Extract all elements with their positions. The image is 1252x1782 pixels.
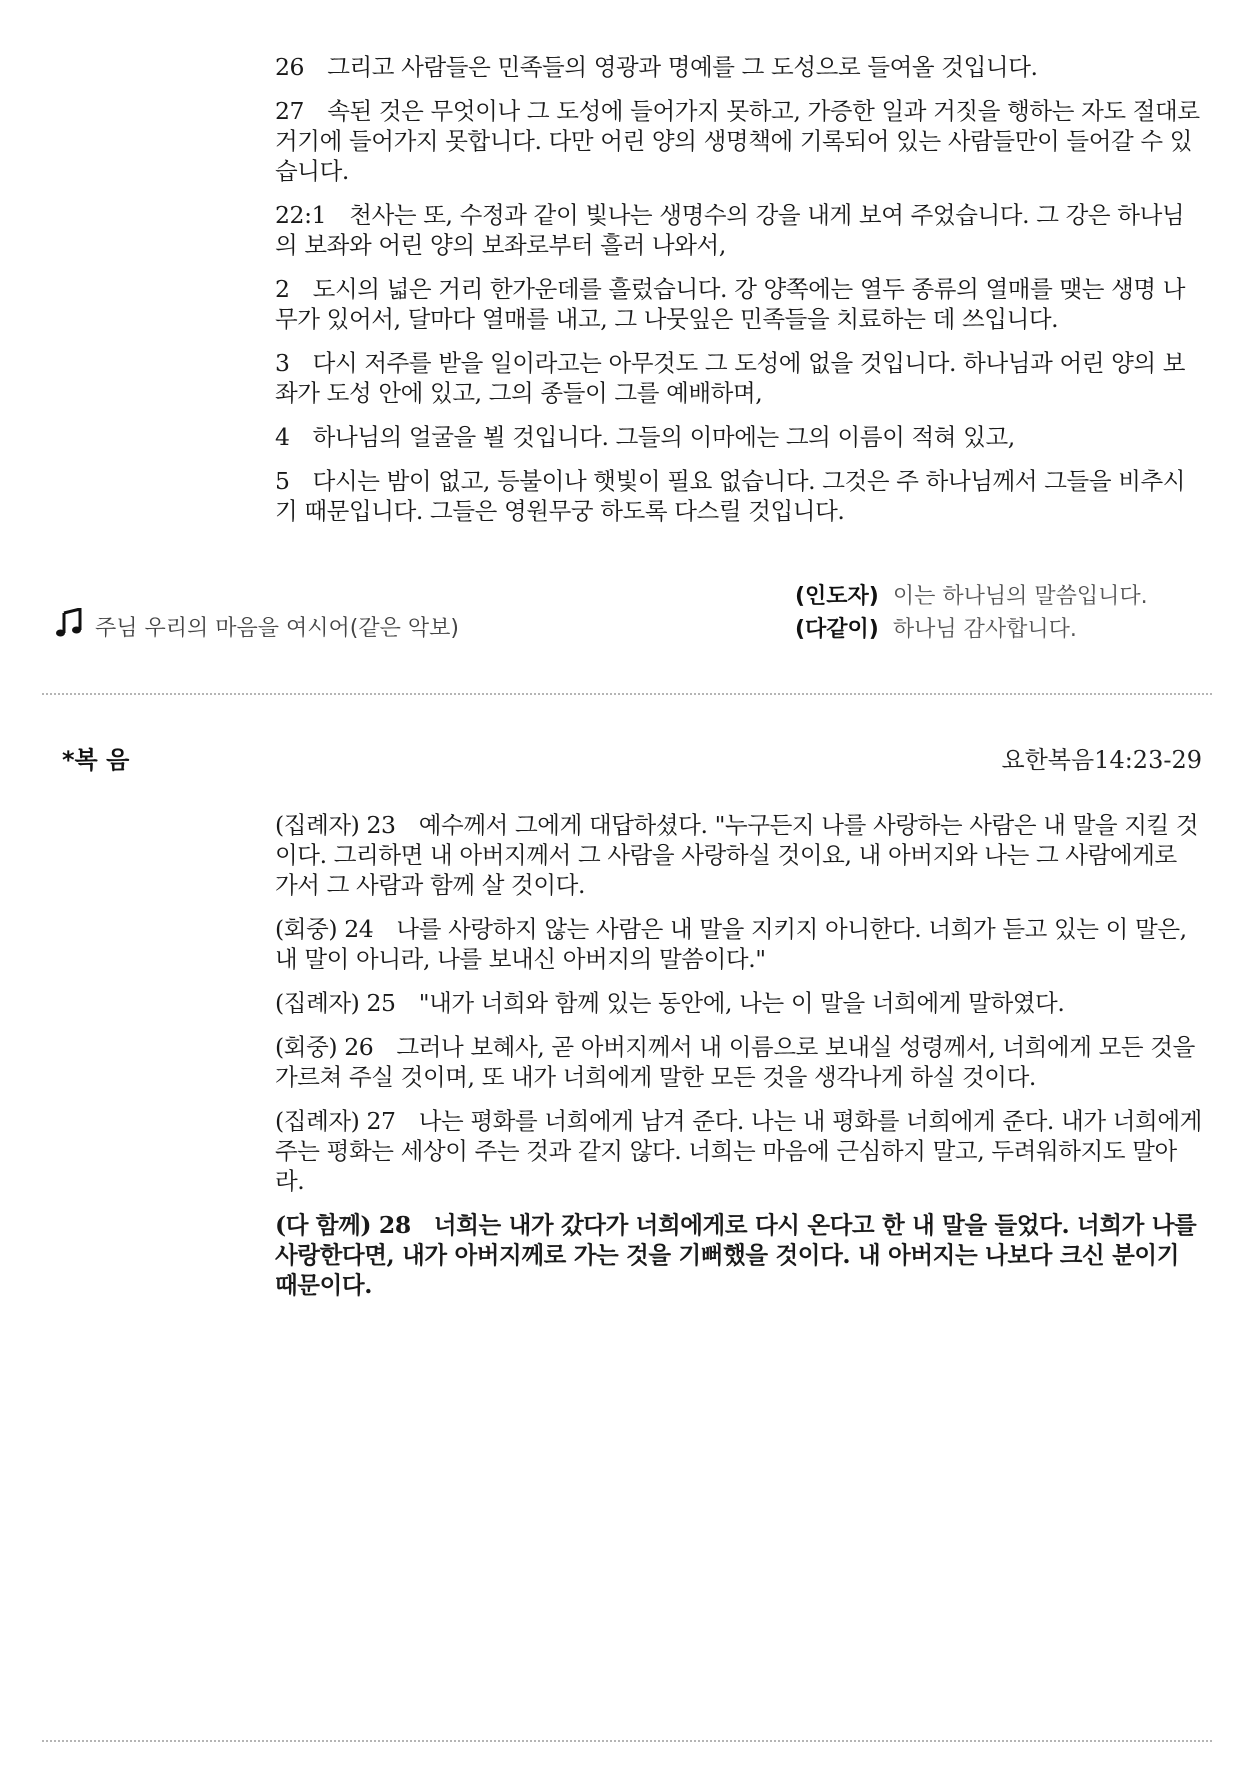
verse: (집례자) 27 나는 평화를 너희에게 남겨 준다. 나는 내 평화를 너희에게 준다. 내가 너희에게 주는 평화는 세상이 주는 것과 같지 않다. 너희는 마음에 근심하지 말고, 두려워하지도 말아라. — [275, 1107, 1202, 1195]
verse: (회중) 24 나를 사랑하지 않는 사람은 내 말을 지키지 아니한다. 너희가 듣고 있는 이 말은, 내 말이 아니라, 나를 보내신 아버지의 말씀이다." — [275, 915, 1187, 973]
verse: 22:1 천사는 또, 수정과 같이 빛나는 생명수의 강을 내게 보여 주었습니다. 그 강은 하나님의 보좌와 어린 양의 보좌로부터 흘러 나와서, — [275, 201, 1185, 259]
leader-response — [795, 580, 1148, 613]
gospel-reading — [275, 810, 1205, 1314]
gospel-heading: *복 음 — [62, 746, 130, 774]
section-divider — [42, 693, 1212, 695]
congregation-text: 하나님 감사합니다. — [892, 617, 1077, 642]
music-note-icon — [55, 608, 83, 644]
verse: 5 다시는 밤이 없고, 등불이나 햇빛이 필요 없습니다. 그것은 주 하나님께서 그들을 비추시기 때문입니다. 그들은 영원무궁 하도록 다스릴 것입니다. — [275, 467, 1186, 525]
page-footer-divider — [42, 1740, 1212, 1742]
congregation-response — [795, 613, 1148, 646]
leader-label: (인도자) — [795, 584, 879, 609]
hymn-line — [55, 608, 459, 644]
verse: 26 그리고 사람들은 민족들의 영광과 명예를 그 도성으로 들여올 것입니다. — [275, 53, 1038, 81]
verse: 27 속된 것은 무엇이나 그 도성에 들어가지 못하고, 가증한 일과 거짓을 행하는 자도 절대로 거기에 들어가지 못합니다. 다만 어린 양의 생명책에 기록되어 있는 사람들만이 들어갈 수 있습니다. — [275, 97, 1200, 185]
verse: 4 하나님의 얼굴을 뵐 것입니다. 그들의 이마에는 그의 이름이 적혀 있고, — [275, 423, 1015, 451]
gospel-reference: 요한복음14:23-29 — [1001, 746, 1202, 774]
verse: (집례자) 25 "내가 너희와 함께 있는 동안에, 나는 이 말을 너희에게 말하였다. — [275, 989, 1065, 1017]
verse-all-together: (다 함께) 28 너희는 내가 갔다가 너희에게로 다시 온다고 한 내 말을 들었다. 너희가 나를 사랑한다면, 내가 아버지께로 가는 것을 기뻐했을 것이다. 내 아버지는 나보다 크신 분이기 때문이다. — [275, 1211, 1197, 1299]
leader-text: 이는 하나님의 말씀입니다. — [892, 584, 1148, 609]
verse: 3 다시 저주를 받을 일이라고는 아무것도 그 도성에 없을 것입니다. 하나님과 어린 양의 보좌가 도성 안에 있고, 그의 종들이 그를 예배하며, — [275, 349, 1186, 407]
scripture-reading — [275, 52, 1205, 540]
verse: 2 도시의 넓은 거리 한가운데를 흘렀습니다. 강 양쪽에는 열두 종류의 열매를 맺는 생명 나무가 있어서, 달마다 열매를 내고, 그 나뭇잎은 민족들을 치료하는 데 쓰입니다. — [275, 275, 1186, 333]
congregation-label: (다같이) — [795, 617, 879, 642]
verse: (집례자) 23 예수께서 그에게 대답하셨다. "누구든지 나를 사랑하는 사람은 내 말을 지킬 것이다. 그리하면 내 아버지께서 그 사람을 사랑하실 것이요, 내 아버지와 나는 그 사람에게로 가서 그 사람과 함께 살 것이다. — [275, 811, 1199, 899]
liturgical-response — [795, 580, 1148, 646]
verse: (회중) 26 그러나 보혜사, 곧 아버지께서 내 이름으로 보내실 성령께서, 너희에게 모든 것을 가르쳐 주실 것이며, 또 내가 너희에게 말한 모든 것을 생각나게 하실 것이다. — [275, 1033, 1195, 1091]
hymn-title: 주님 우리의 마음을 여시어(같은 악보) — [95, 615, 459, 641]
